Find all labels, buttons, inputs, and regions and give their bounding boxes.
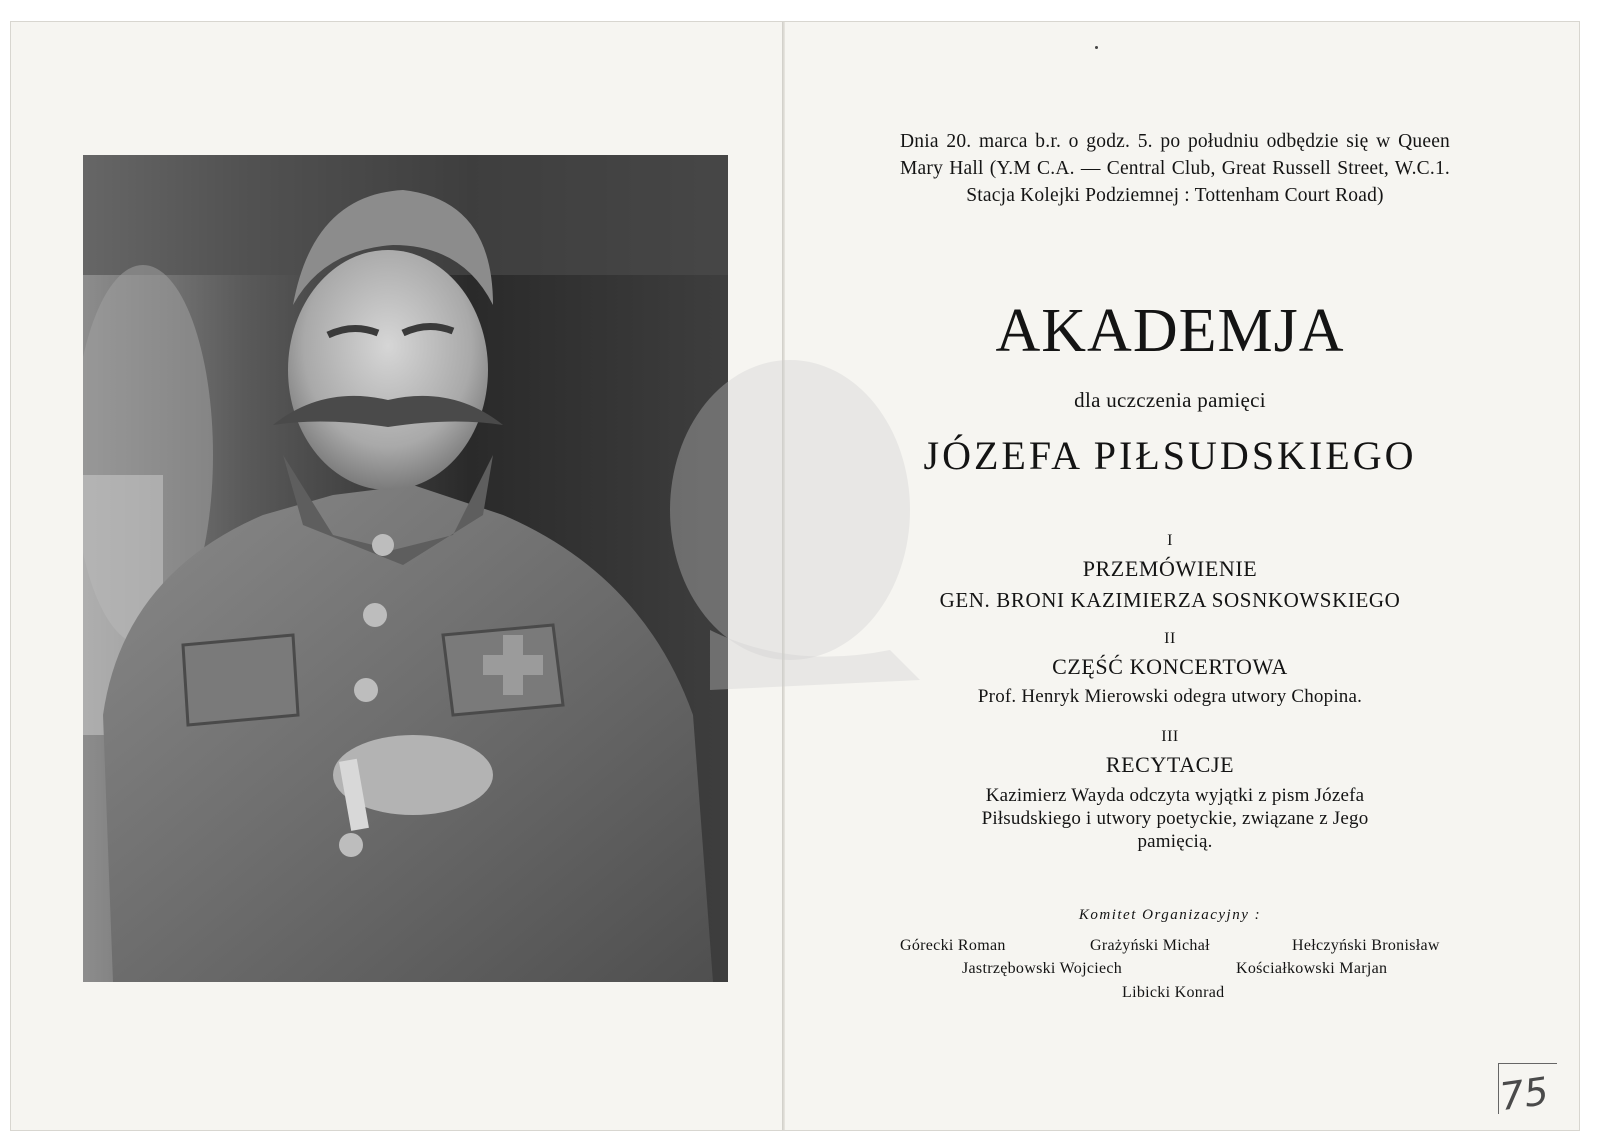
- committee-member: Libicki Konrad: [1122, 984, 1225, 1001]
- committee-member: Grażyński Michał: [1090, 937, 1210, 954]
- committee-member: Jastrzębowski Wojciech: [962, 960, 1123, 977]
- committee-label: Komitet Organizacyjny :: [1078, 907, 1262, 923]
- program-heading-2: CZĘŚĆ KONCERTOWA: [1052, 654, 1288, 679]
- handwritten-number: 75: [1497, 1068, 1552, 1120]
- program-number-3: III: [1161, 728, 1179, 745]
- program-description-2: Prof. Henryk Mierowski odegra utwory Chopina.: [977, 686, 1363, 707]
- event-intro: Dnia 20. marca b.r. o godz. 5. po południu odbędzie się w Queen Mary Hall (Y.M C.A. — Central Club, Great Russell Street, W.C.1. Stacja Kolejki Podziemnej : Tottenham Court Road): [900, 131, 1450, 206]
- paper-speck: [1095, 46, 1098, 49]
- program-number-1: I: [1167, 532, 1173, 549]
- committee-member: Hełczyński Bronisław: [1292, 937, 1440, 954]
- committee-member: Kościałkowski Marjan: [1236, 960, 1388, 977]
- page-title: AKADEMJA: [995, 297, 1345, 365]
- portrait-photo: [83, 155, 728, 982]
- committee-member: Górecki Roman: [900, 937, 1006, 954]
- subtitle: dla uczczenia pamięci: [1074, 388, 1266, 412]
- program-heading-1: PRZEMÓWIENIE: [1082, 556, 1258, 581]
- program-description-1: GEN. BRONI KAZIMIERZA SOSNKOWSKIEGO: [939, 588, 1401, 612]
- program-heading-3: RECYTACJE: [1105, 752, 1235, 777]
- honoree-name: JÓZEFA PIŁSUDSKIEGO: [923, 433, 1417, 478]
- program-description-3: Kazimierz Wayda odczyta wyjątki z pism Józefa Piłsudskiego i utwory poetyckie, związane z Jego pamięcią.: [981, 785, 1369, 852]
- program-number-2: II: [1164, 630, 1176, 647]
